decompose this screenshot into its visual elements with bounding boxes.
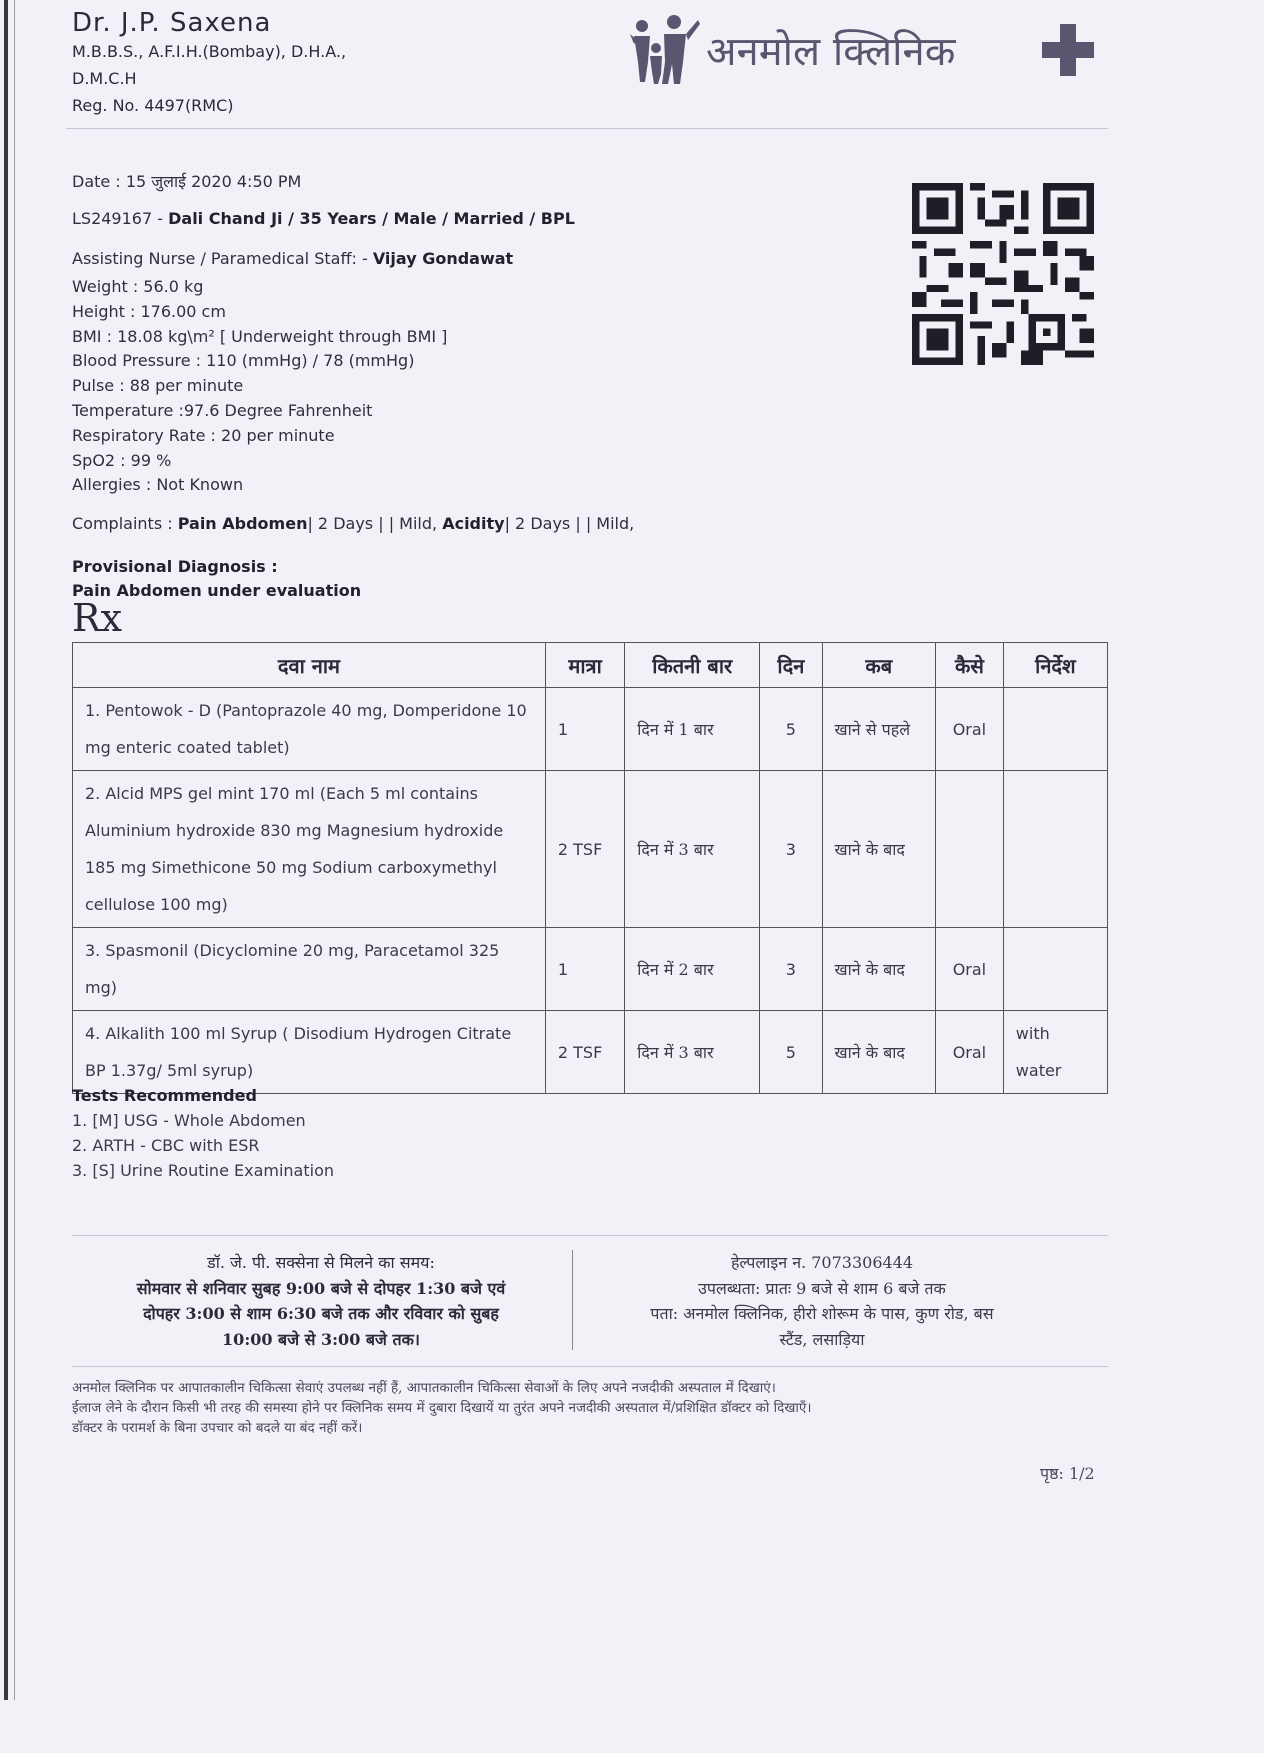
doctor-qualification-1: M.B.B.S., A.F.I.H.(Bombay), D.H.A., [72, 42, 347, 61]
doctor-header [72, 8, 346, 119]
medicine-name: 3. Spasmonil (Dicyclomine 20 mg, Paracetamol 325 mg) [73, 928, 546, 1011]
medicine-when: खाने के बाद [822, 771, 936, 928]
medicine-dose: 2 TSF [545, 771, 624, 928]
page-edge-line [14, 0, 15, 1700]
medicine-dose: 2 TSF [545, 1011, 624, 1094]
visit-date: Date : 15 जुलाई 2020 4:50 PM [72, 172, 302, 191]
vital-blood-pressure: Blood Pressure : 110 (mmHg) / 78 (mmHg) [72, 351, 415, 371]
date-label: Date [72, 172, 111, 191]
medicine-frequency: दिन में 3 बार [625, 1011, 760, 1094]
table-row [73, 688, 1108, 771]
disclaimer [72, 1378, 1108, 1438]
table-row [73, 928, 1108, 1011]
test-item: 3. [S] Urine Routine Examination [72, 1161, 335, 1180]
complaint-2-name: Acidity [442, 514, 505, 533]
complaint-2-detail: | 2 Days | | Mild, [504, 514, 635, 533]
complaints-line [72, 514, 634, 533]
medicine-days: 3 [760, 771, 822, 928]
doctor-registration: Reg. No. 4497(RMC) [72, 96, 234, 115]
visiting-hours-line-1: सोमवार से शनिवार सुबह 9:00 बजे से दोपहर 1:30 बजे एवं [136, 1278, 506, 1298]
address-line-2: स्टैंड, लसाड़िया [779, 1329, 865, 1349]
test-item: 1. [M] USG - Whole Abdomen [72, 1111, 306, 1130]
medical-cross-icon [1042, 24, 1094, 76]
clinic-name: अनमोल क्लिनिक [706, 29, 956, 75]
medicine-how: Oral [936, 928, 1004, 1011]
availability: उपलब्धता: प्रातः 9 बजे से शाम 6 बजे तक [698, 1278, 946, 1298]
medicine-when: खाने के बाद [822, 1011, 936, 1094]
disclaimer-line-3: डॉक्टर के परामर्श के बिना उपचार को बदले या बंद नहीं करें। [72, 1420, 363, 1436]
vital-height: Height : 176.00 cm [72, 301, 226, 321]
doctor-name: Dr. J.P. Saxena [72, 8, 272, 38]
header-frequency: कितनी बार [625, 643, 760, 688]
medicine-instructions [1003, 771, 1107, 928]
header-how: कैसे [936, 643, 1004, 688]
tests-title: Tests Recommended [72, 1086, 257, 1105]
medicine-name: 1. Pentowok - D (Pantoprazole 40 mg, Domperidone 10 mg enteric coated tablet) [73, 688, 546, 771]
medicine-dose: 1 [545, 928, 624, 1011]
header-days: दिन [760, 643, 822, 688]
visiting-hours-line-2: दोपहर 3:00 से शाम 6:30 बजे तक और रविवार को सुबह [143, 1304, 499, 1323]
medicine-frequency: दिन में 1 बार [625, 688, 760, 771]
tests-recommended [72, 1083, 334, 1183]
medicine-name: 4. Alkalith 100 ml Syrup ( Disodium Hydrogen Citrate BP 1.37g/ 5ml syrup) [73, 1011, 546, 1094]
medicine-days: 3 [760, 928, 822, 1011]
vital-pulse: Pulse : 88 per minute [72, 376, 244, 396]
medicine-days: 5 [760, 688, 822, 771]
diagnosis-text: Pain Abdomen under evaluation [72, 581, 362, 600]
vital-temperature: Temperature :97.6 Degree Fahrenheit [72, 400, 373, 420]
header-dose: मात्रा [545, 643, 624, 688]
disclaimer-line-2: ईलाज लेने के दौरान किसी भी तरह की समस्या होने पर क्लिनिक समय में दुबारा दिखायें या तुरंत अपने नजदीकी अस्पताल में/प्रशिक्षित डॉक्टर को दिखाएँ। [72, 1400, 812, 1416]
medicine-when: खाने के बाद [822, 928, 936, 1011]
patient-line: LS249167 - Dali Chand Ji / 35 Years / Male / Married / BPL [72, 209, 575, 228]
vital-bmi: BMI : 18.08 kg\m² [ Underweight through BMI ] [72, 326, 448, 346]
staff-name: Vijay Gondawat [372, 249, 514, 268]
patient-details: Dali Chand Ji / 35 Years / Male / Married / BPL [168, 209, 575, 228]
page-number: पृष्ठ: 1/2 [1040, 1464, 1095, 1483]
medicine-when: खाने से पहले [822, 688, 936, 771]
patient-id: LS249167 [72, 209, 153, 228]
header-when: कब [822, 643, 936, 688]
medicine-frequency: दिन में 3 बार [625, 771, 760, 928]
medicine-how [936, 771, 1004, 928]
medicine-how: Oral [936, 1011, 1004, 1094]
footer-top-divider [72, 1235, 1108, 1236]
medicine-table-header [73, 643, 1108, 688]
complaint-1-detail: | 2 Days | | Mild, [307, 514, 438, 533]
medicine-instructions [1003, 688, 1107, 771]
medicine-dose: 1 [545, 688, 624, 771]
clinic-logo [628, 14, 1098, 86]
staff-line [72, 249, 513, 268]
vital-respiratory-rate: Respiratory Rate : 20 per minute [72, 425, 335, 445]
table-row [73, 1011, 1108, 1094]
footer-bottom-divider [72, 1366, 1108, 1367]
visiting-hours-line-3: 10:00 बजे से 3:00 बजे तक। [222, 1329, 420, 1349]
header-medicine-name: दवा नाम [73, 643, 546, 688]
staff-label: Assisting Nurse / Paramedical Staff: - [72, 249, 368, 268]
vital-weight: Weight : 56.0 kg [72, 277, 204, 296]
page-edge [4, 0, 8, 1700]
vital-allergies: Allergies : Not Known [72, 475, 244, 495]
medicine-name: 2. Alcid MPS gel mint 170 ml (Each 5 ml contains Aluminium hydroxide 830 mg Magnesium hydroxide 185 mg Simethicone 50 mg Sodium carboxymethyl cellulose 100 mg) [73, 771, 546, 928]
medicine-instructions [1003, 928, 1107, 1011]
visiting-hours-title: डॉ. जे. पी. सक्सेना से मिलने का समय: [207, 1253, 435, 1272]
rx-symbol: Rx [72, 596, 123, 640]
header-instructions: निर्देश [1003, 643, 1107, 688]
medicine-days: 5 [760, 1011, 822, 1094]
medicine-table [72, 642, 1108, 1094]
footer-divider [572, 1250, 573, 1350]
diagnosis-label: Provisional Diagnosis : [72, 557, 278, 576]
doctor-qualification-2: D.M.C.H [72, 69, 137, 88]
table-row [73, 771, 1108, 928]
clinic-contact [578, 1250, 1066, 1352]
visiting-hours [72, 1250, 570, 1352]
disclaimer-line-1: अनमोल क्लिनिक पर आपातकालीन चिकित्सा सेवाएं उपलब्ध नहीं हैं, आपातकालीन चिकित्सा सेवाओं के लिए अपने नजदीकी अस्पताल में दिखाएं। [72, 1380, 776, 1396]
vital-spo2: SpO2 : 99 % [72, 450, 172, 470]
helpline: हेल्पलाइन न. 7073306444 [730, 1253, 914, 1272]
vitals-list [72, 275, 447, 498]
family-figures-icon [628, 14, 700, 86]
address-line-1: पता: अनमोल क्लिनिक, हीरो शोरूम के पास, कुण रोड, बस [650, 1304, 994, 1323]
complaint-1-name: Pain Abdomen [177, 514, 308, 533]
medicine-frequency: दिन में 2 बार [625, 928, 760, 1011]
medicine-instructions: with water [1003, 1011, 1107, 1094]
header-divider [66, 128, 1108, 129]
date-value: 15 जुलाई 2020 4:50 PM [125, 172, 302, 191]
medicine-how: Oral [936, 688, 1004, 771]
qr-code [912, 183, 1094, 365]
complaints-label: Complaints : [72, 514, 173, 533]
test-item: 2. ARTH - CBC with ESR [72, 1136, 260, 1155]
